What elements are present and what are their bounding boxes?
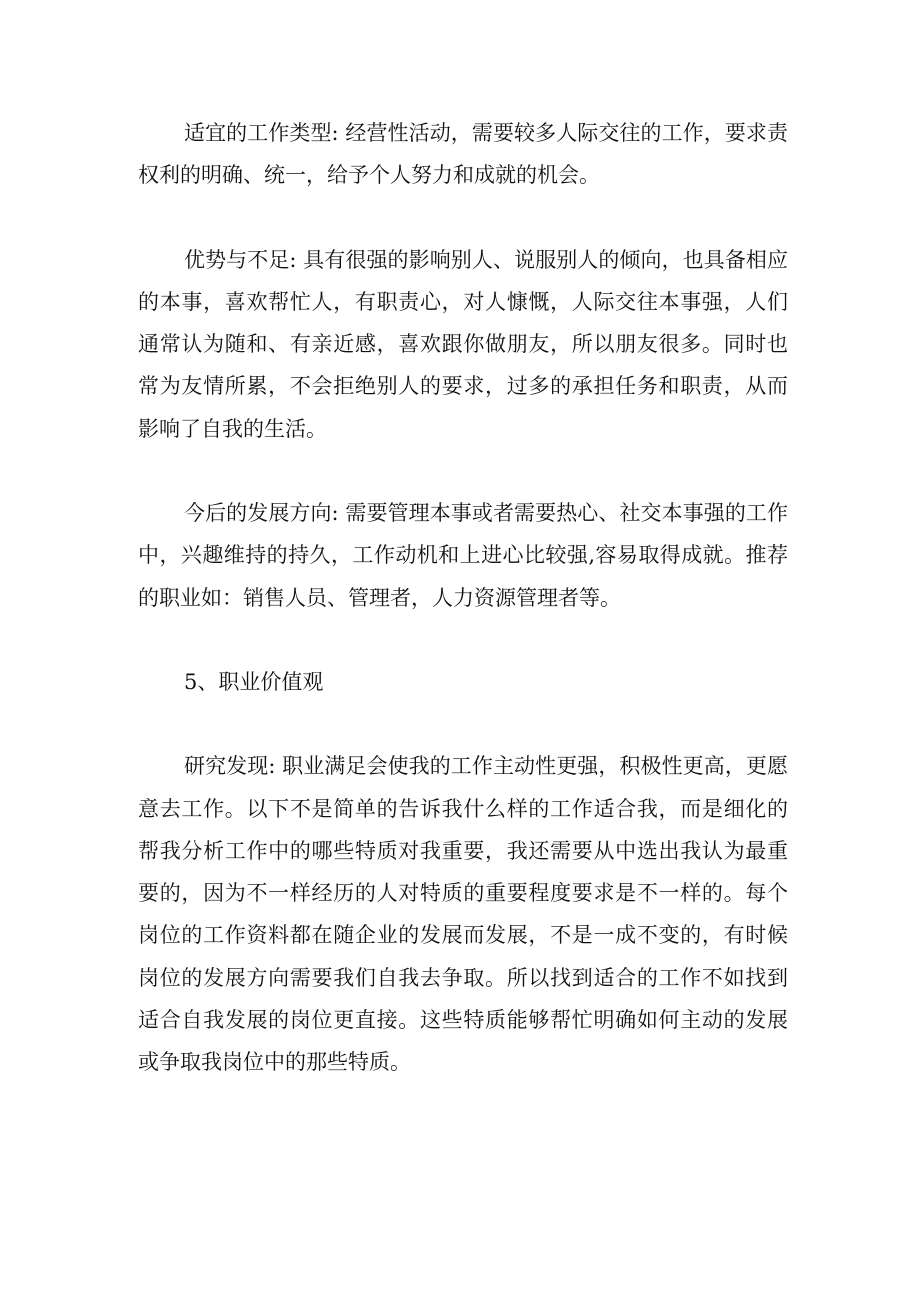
paragraph-strengths-weaknesses: 优势与不足: 具有很强的影响别人、说服别人的倾向，也具备相应的本事，喜欢帮忙人，有职责心，对人慷慨，人际交往本事强，人们通常认为随和、有亲近感，喜欢跟你做朋友，所以朋友很多。同时也常为友情所累，不会拒绝别人的要求，过多的承担任务和职责，从而影响了自我的生活。 bbox=[138, 247, 788, 441]
paragraph-gap bbox=[138, 197, 788, 239]
section-heading-career-values: 5、职业价值观 bbox=[184, 669, 324, 694]
paragraph-gap bbox=[138, 450, 788, 492]
paragraph-suitable-work-type: 适宜的工作类型: 经营性活动，需要较多人际交往的工作，要求责权利的明确、统一，给予个人努力和成就的机会。 bbox=[138, 121, 788, 188]
paragraph-gap bbox=[138, 703, 788, 745]
paragraph-research-findings: 研究发现: 职业满足会使我的工作主动性更强，积极性更高，更愿意去工作。以下不是简单的告诉我什么样的工作适合我，而是细化的帮我分析工作中的哪些特质对我重要，我还需要从中选出我认为最重要的，因为不一样经历的人对特质的重要程度要求是不一样的。每个岗位的工作资料都在随企业的发展而发展，不是一成不变的，有时候岗位的发展方向需要我们自我去争取。所以找到适合的工作不如找到适合自我发展的岗位更直接。这些特质能够帮忙明确如何主动的发展或争取我岗位中的那些特质。 bbox=[138, 754, 788, 1075]
paragraph-gap bbox=[138, 619, 788, 661]
paragraph-future-direction: 今后的发展方向: 需要管理本事或者需要热心、社交本事强的工作中，兴趣维持的持久，工作动机和上进心比较强,容易取得成就。推荐的职业如：销售人员、管理者，人力资源管理者等。 bbox=[138, 501, 788, 610]
document-body bbox=[138, 112, 788, 1084]
